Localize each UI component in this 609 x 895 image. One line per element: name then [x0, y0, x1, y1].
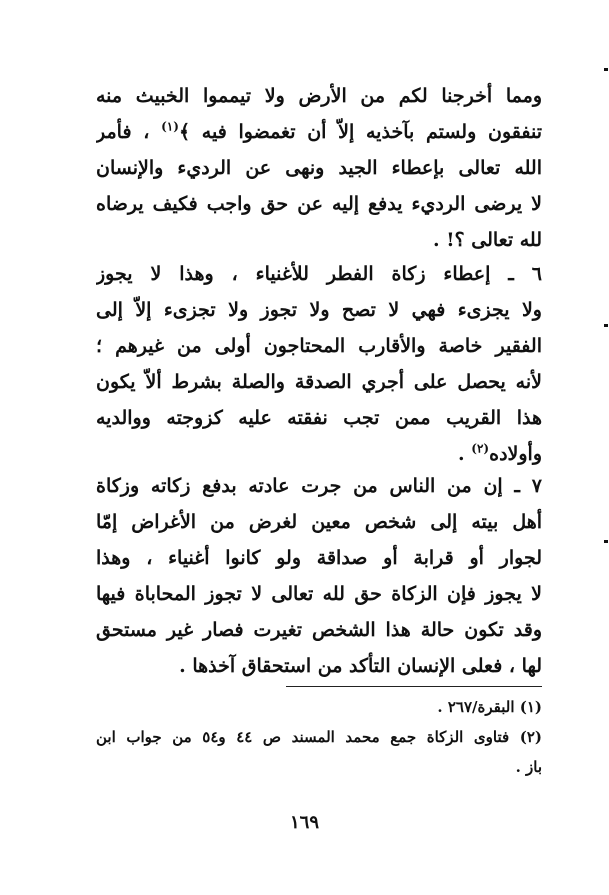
- text-segment: تنفقون ولستم بآخذيه إلاّ أن تغمضوا فيه ﴾: [178, 121, 542, 143]
- paragraph-1: [96, 78, 542, 258]
- text-line: [96, 114, 542, 150]
- margin-mark: [604, 540, 608, 543]
- footnote-ref: (١): [161, 119, 179, 134]
- text-line: وقد تكون حالة هذا الشخص تغيرت فصار غير مستحق: [96, 619, 542, 641]
- text-segment: .: [458, 443, 472, 465]
- text-line: الله تعالى بإعطاء الجيد ونهى عن الرديء والإنسان: [96, 157, 542, 179]
- text-line: الفقير خاصة والأقارب المحتاجون أولى من غيرهم ؛: [96, 335, 542, 357]
- text-line: هذا القريب ممن تجب نفقته عليه كزوجته ووالديه: [96, 407, 542, 429]
- text-line: أهل بيته إلى شخص معين لغرض من الأغراض إمّا: [96, 511, 542, 533]
- text-line: لأنه يحصل على أجري الصدقة والصلة بشرط ألاّ يكون: [96, 371, 542, 393]
- margin-mark: [604, 68, 608, 71]
- footnote-2: (٢) فتاوى الزكاة جمع محمد المسند ص ٤٤ و٥٤ من جواب ابن: [96, 728, 542, 746]
- text-line: ٦ ـ إعطاء زكاة الفطر للأغنياء ، وهذا لا يجوز: [96, 263, 542, 285]
- text-line: لله تعالى ؟! .: [432, 229, 542, 251]
- text-line: ولا يجزىء فهي لا تصح ولا تجوز ولا تجزىء إلاّ إلى: [96, 299, 542, 321]
- text-line: [96, 436, 542, 472]
- footnote-ref: (٢): [471, 441, 490, 456]
- text-line: لا يرضى الرديء يدفع إليه عن حق واجب فكيف يرضاه: [96, 193, 542, 215]
- footnote-separator: [286, 686, 542, 687]
- text-line: لها ، فعلى الإنسان التأكد من استحقاق آخذها .: [179, 655, 542, 677]
- paragraph-3: [96, 468, 542, 684]
- text-line: ومما أخرجنا لكم من الأرض ولا تيمموا الخبيث منه: [96, 85, 542, 107]
- footnotes: [96, 692, 542, 782]
- paragraph-2: [96, 256, 542, 472]
- text-line: لا يجوز فإن الزكاة حق لله تعالى لا تجوز المحاباة فيها: [96, 583, 542, 605]
- text-line: لجوار أو قرابة أو صداقة ولو كانوا أغنياء ، وهذا: [96, 547, 542, 569]
- text-segment: ، فأمر: [96, 121, 150, 143]
- page-number: ١٦٩: [289, 812, 319, 833]
- footnote-2-continued: باز .: [515, 758, 542, 776]
- footnote-1: (١) البقرة/٢٦٧ .: [437, 698, 542, 716]
- text-line: ٧ ـ إن من الناس من جرت عادته بدفع زكاته وزكاة: [96, 475, 542, 497]
- text-segment: وأولاده: [489, 443, 542, 465]
- margin-mark: [604, 324, 608, 327]
